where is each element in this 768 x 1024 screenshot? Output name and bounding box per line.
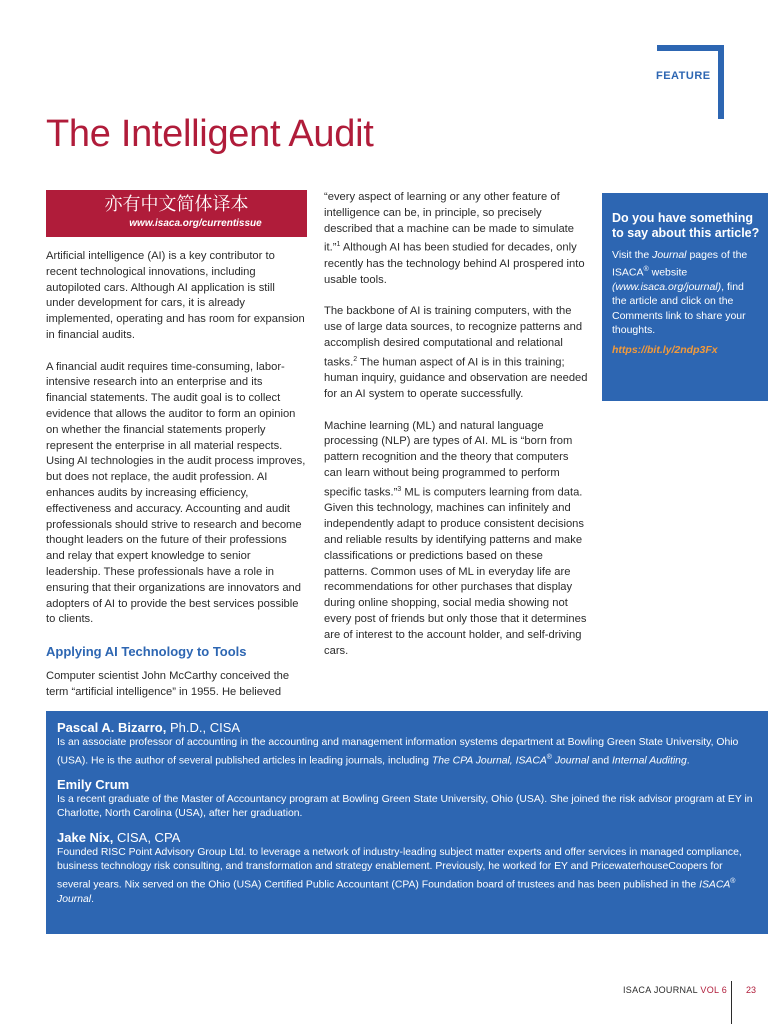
footnote-ref[interactable]: 1: [336, 241, 341, 249]
page-number: 23: [746, 985, 757, 995]
section-label: FEATURE: [656, 70, 711, 82]
author-bio: Is an associate professor of accounting in the accounting and management information systems department at Bowling Green State University, Ohio (USA). He is the author of several published articles in leading journals, including The CPA Journal, ISACA® Journal and Internal Auditing.: [57, 737, 739, 767]
footer-divider: [731, 981, 732, 1024]
author-name: Jake Nix, CISA, CPA: [57, 829, 181, 845]
footnote-ref[interactable]: 3: [397, 485, 402, 493]
callout-body: Visit the Journal pages of the ISACA® website (www.isaca.org/journal), find the article and click on the Comments link to share your thoughts.: [612, 249, 748, 336]
translation-title: 亦有中文简体译本: [104, 194, 249, 215]
section-subheading: Applying AI Technology to Tools: [46, 643, 247, 659]
author-entry: [57, 719, 756, 769]
author-name: Emily Crum: [57, 776, 130, 792]
author-bios: [46, 711, 768, 934]
paragraph: Artificial intelligence (AI) is a key contributor to recent technological innovations, including autopiloted cars. Although AI application is still under development for cars, it is already implemented, operating and has room for expansion in financial audits.: [46, 250, 305, 341]
article-column-2: [324, 190, 588, 675]
article-title: The Intelligent Audit: [46, 113, 374, 155]
paragraph: A financial audit requires time-consuming, labor-intensive research into an enterprise and its financial statements. The audit goal is to collect evidence that allows the auditor to form an opinion on whether the financial statements properly represent the enterprise in all material respects. Using AI technologies in the audit process improves, but does not replace, the audit profession. AI enhances audits by increasing efficiency, effectiveness and accuracy. Accounting and audit professionals should strive to research and become thought leaders on the future of their professions and relay that expert knowledge to senior leadership. These professionals have a role in ensuring that their organizations are innovators and adopters of AI to provide the best services possible to clients.: [46, 360, 306, 626]
journal-url[interactable]: (www.isaca.org/journal): [612, 280, 722, 293]
paragraph: Machine learning (ML) and natural language processing (NLP) are types of AI. ML is “born from pattern recognition and the theory that computers can learn without being programmed to perform specific tasks.”$^3$ ML is computers learning from data. Given this technology, machines can infinitely and independently adapt to produce consistent decisions and reliable results by identifying patterns and make classifications or predictions based on these patterns. Common uses of ML in everyday life are recommendations for other purchases that display during online shopping, social media showing not every post of friends but only those that it determines are of interest to the account holder, and self-driving cars.: [324, 419, 587, 657]
feature-bracket: [657, 45, 724, 119]
footer-journal-label: ISACA JOURNAL VOL 6: [623, 985, 728, 995]
author-entry: [57, 829, 756, 908]
paragraph: Computer scientist John McCarthy conceived the term “artificial intelligence” in 1955. He believed: [46, 669, 290, 698]
comments-link[interactable]: https://bit.ly/2ndp3Fx: [612, 343, 718, 356]
paragraph: The backbone of AI is training computers, with the use of large data sources, to recognize patterns and accomplish desired computational and relational tasks.$^2$ The human aspect of AI is in this training; human inquiry, guidance and observation are needed for an AI system to operate successfully.: [324, 305, 588, 401]
paragraph: “every aspect of learning or any other feature of intelligence can be, in principle, so precisely described that a machine can be made to simulate it.”$^1$ Although AI has been studied for decades, only recently has the technology behind AI prospered into usable tools.: [324, 191, 585, 286]
author-name: Pascal A. Bizarro, Ph.D., CISA: [57, 720, 241, 735]
callout-heading: Do you have something to say about this article?: [612, 211, 760, 240]
translation-link[interactable]: www.isaca.org/currentissue: [129, 218, 262, 229]
article-column-1: [46, 249, 306, 716]
author-bio: Founded RISC Point Advisory Group Ltd. to leverage a network of industry-leading subject matter experts and offer services in managed compliance, business technology risk consulting, and transformation and strategy enablement. Previously, he worked for EY and PricewaterhouseCoopers for several years. Nix served on the Ohio (USA) Certified Public Accountant (CPA) Foundation board of trustees and has been published in the ISACA® Journal.: [57, 846, 742, 906]
author-bio: Is a recent graduate of the Master of Accountancy program at Bowling Green State University, Ohio (USA). She joined the risk advisor program at EY in Charlotte, North Carolina (USA), after her graduation.: [57, 793, 753, 820]
translation-banner[interactable]: [46, 190, 307, 237]
footnote-ref[interactable]: 2: [353, 355, 358, 363]
author-entry: [57, 776, 756, 822]
comments-callout: [602, 193, 768, 401]
